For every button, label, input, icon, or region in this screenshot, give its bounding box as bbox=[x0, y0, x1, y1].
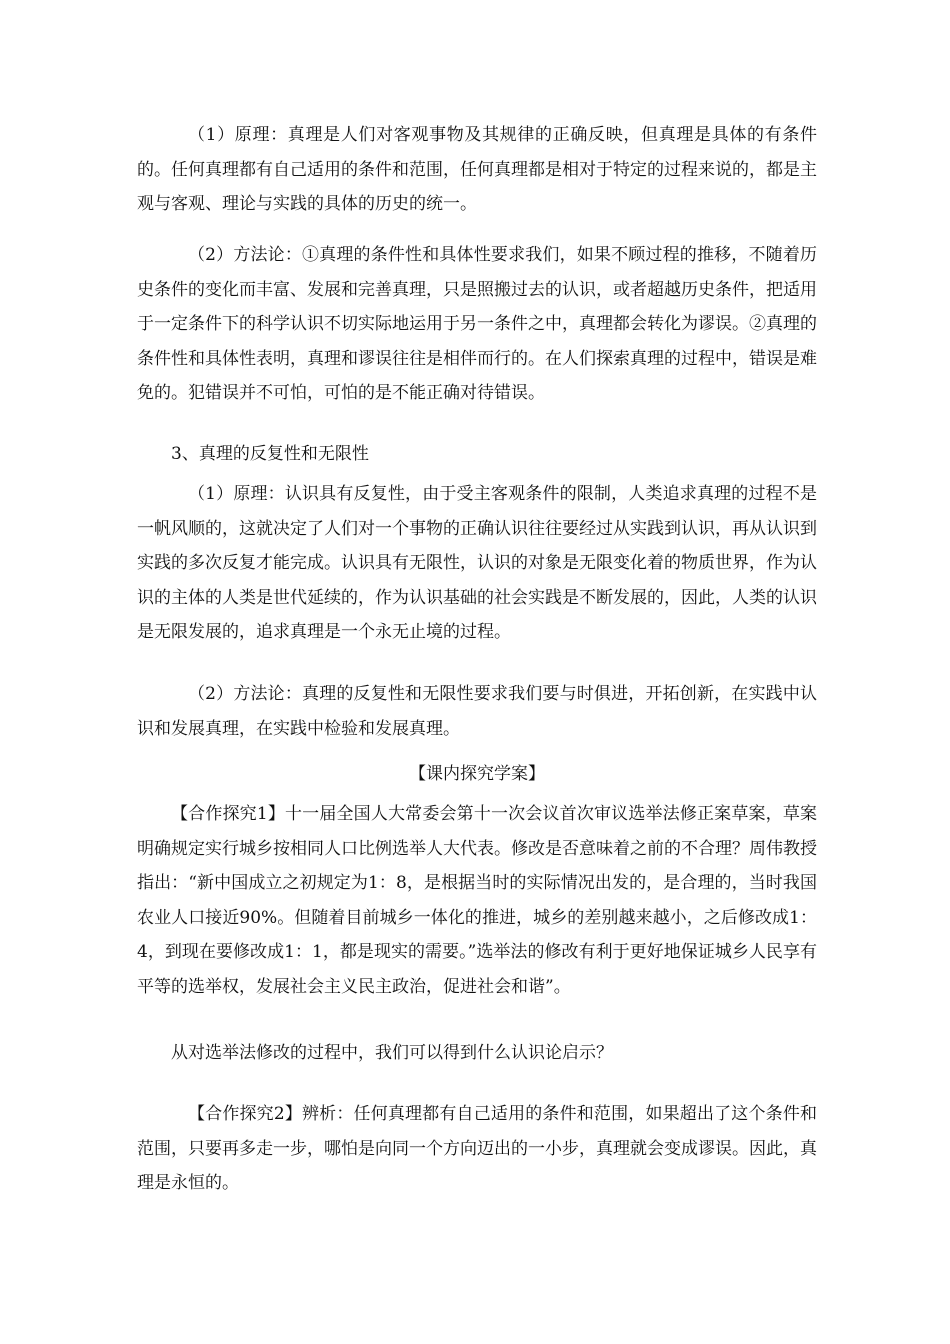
question-1: 从对选举法修改的过程中，我们可以得到什么认识论启示？ bbox=[171, 1043, 613, 1063]
inquiry-1: 【合作探究1】十一届全国人大常委会第十一次会议首次审议选举法修正案草案，草案明确规定实行城乡按相同人口比例选举人大代表。修改是否意味着之前的不合理？周伟教授指出：“新中国成立之初规定为1：8，是根据当时的实际情况出发的，是合理的，当时我国农业人口接近90%。但随着目前城乡一体化的推进，城乡的差别越来越小，之后修改成1：4，到现在要修改成1：1，都是现实的需要。”选举法的修改有利于更好地保证城乡人民享有平等的选举权，发展社会主义民主政治，促进社会和谐”。 bbox=[137, 804, 817, 997]
inquiry-2: 【合作探究2】辨析：任何真理都有自己适用的条件和范围，如果超出了这个条件和范围，只要再多走一步，哪怕是向同一个方向迈出的一小步，真理就会变成谬误。因此，真理是永恒的。 bbox=[137, 1104, 817, 1193]
principle-paragraph-3: （1）原理：认识具有反复性，由于受主客观条件的限制，人类追求真理的过程不是一帆风顺的，这就决定了人们对一个事物的正确认识往往要经过从实践到认识，再从认识到实践的多次反复才能完成。认识具有无限性，认识的对象是无限变化着的物质世界，作为认识的主体的人类是世代延续的，作为认识基础的社会实践是不断发展的，因此，人类的认识是无限发展的，追求真理是一个永无止境的过程。 bbox=[137, 484, 817, 642]
principle-paragraph-1: （1）原理：真理是人们对客观事物及其规律的正确反映，但真理是具体的有条件的。任何真理都有自己适用的条件和范围，任何真理都是相对于特定的过程来说的，都是主观与客观、理论与实践的具体的历史的统一。 bbox=[137, 125, 817, 214]
methodology-paragraph-4: （2）方法论：真理的反复性和无限性要求我们要与时俱进，开拓创新，在实践中认识和发展真理，在实践中检验和发展真理。 bbox=[137, 684, 817, 739]
methodology-paragraph-2: （2）方法论：①真理的条件性和具体性要求我们，如果不顾过程的推移，不随着历史条件的变化而丰富、发展和完善真理，只是照搬过去的认识，或者超越历史条件，把适用于一定条件下的科学认识不切实际地运用于另一条件之中，真理都会转化为谬误。②真理的条件性和具体性表明，真理和谬误往往是相伴而行的。在人们探索真理的过程中，错误是难免的。犯错误并不可怕，可怕的是不能正确对待错误。 bbox=[137, 245, 817, 403]
section-title: 【课内探究学案】 bbox=[409, 764, 545, 784]
section-heading-3: 3、真理的反复性和无限性 bbox=[171, 444, 369, 464]
